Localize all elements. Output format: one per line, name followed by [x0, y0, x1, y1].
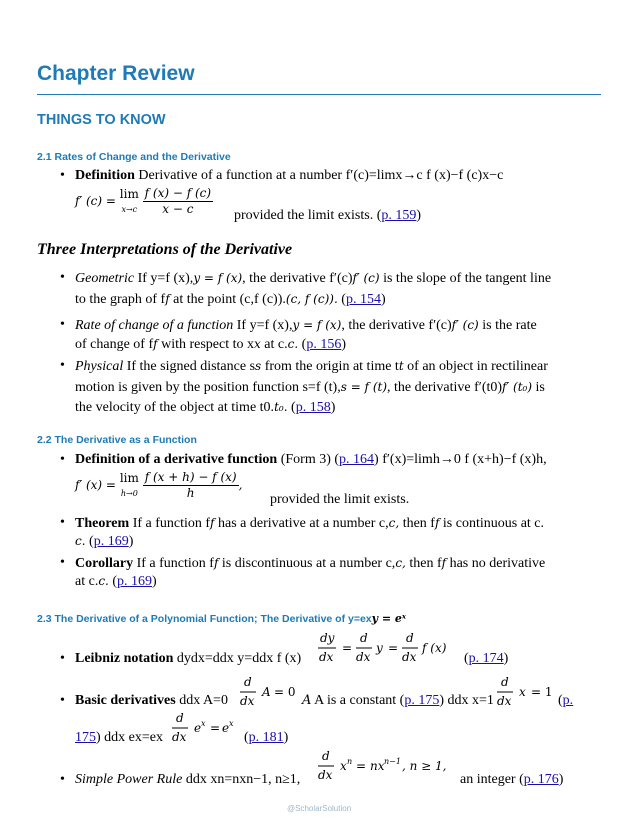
math: c. [287, 337, 299, 351]
svg-text:=: = [210, 721, 221, 735]
math: f [210, 516, 215, 530]
definition-proviso [234, 207, 421, 225]
text: ) ddx ex=ex [96, 730, 163, 745]
text: from the origin at time t [261, 359, 399, 374]
math: c. [98, 574, 109, 588]
rate-line-1 [75, 316, 537, 335]
math: f [153, 337, 158, 351]
page-link-181[interactable]: p. 181 [248, 730, 284, 745]
basic-derivatives-ref-start: (p. [558, 693, 574, 708]
text: has no derivative [446, 556, 546, 571]
math: s = f (t) [340, 380, 388, 394]
fraction [143, 470, 239, 501]
svg-text:d: d [501, 675, 509, 689]
svg-text:d: d [360, 631, 368, 645]
derivative-function-formula [75, 470, 242, 501]
text: is the slope of the tangent line [379, 271, 552, 286]
text: If a function f [129, 516, 211, 531]
bullet: • [60, 555, 65, 570]
definition-label: Definition of a derivative function [75, 452, 278, 467]
page-link-175-c[interactable]: 175 [75, 730, 96, 745]
text: If a function f [133, 556, 214, 571]
physical-line-1 [75, 357, 548, 376]
page-link-169[interactable]: p. 169 [93, 534, 129, 549]
definition-label: Definition [75, 168, 135, 183]
text: dydx=ddx y=ddx f (x) [173, 651, 302, 666]
rate-line-2: of change of ff with respect to xx at c.c. (p. 156) [75, 337, 347, 352]
math: y = eˣ [371, 612, 407, 625]
limit-subscript: h→0 [120, 488, 138, 498]
math: x [254, 337, 261, 351]
svg-text:dx: dx [356, 650, 371, 664]
paren-close: ) [558, 772, 564, 787]
svg-text:= 0: = 0 [274, 685, 296, 699]
text: is the rate [478, 318, 537, 333]
text: (Form 3) ( [277, 452, 340, 467]
limit-word: lim [119, 186, 139, 201]
power-rule-formula [318, 746, 456, 786]
svg-text:y: y [376, 641, 383, 655]
svg-text:dx: dx [497, 694, 512, 708]
page-link-156[interactable]: p. 156 [306, 337, 342, 352]
bullet: • [60, 168, 65, 183]
math: f [213, 556, 219, 570]
geometric-label: Geometric [75, 271, 135, 286]
svg-text:x: x [340, 759, 347, 773]
power-rule-line [75, 771, 300, 789]
svg-text:=: = [388, 641, 399, 655]
svg-text:n: n [347, 757, 353, 766]
derivative-of-exp-formula [172, 708, 242, 748]
svg-text:nx: nx [370, 759, 385, 773]
text: , the derivative f′(c) [242, 271, 353, 286]
text: ) ddx x=1 [439, 693, 494, 708]
text: ddx A=0 [175, 693, 228, 708]
derivative-of-x-formula [497, 672, 557, 712]
fraction-denominator: h [186, 486, 195, 500]
text: If y=f (x), [137, 271, 194, 286]
text: is [532, 380, 545, 395]
leibniz-label: Leibniz notation [75, 651, 174, 666]
fraction [143, 186, 213, 217]
svg-text:dx: dx [240, 694, 255, 708]
text: If the signed distance s [123, 359, 256, 374]
three-interpretations-heading: Three Interpretations of the Derivative [37, 241, 293, 258]
power-rule-condition: , n ≥ 1, [402, 759, 447, 773]
math: (c, f (c)). [285, 292, 338, 306]
text: then f [405, 556, 442, 571]
page-link-158[interactable]: p. 158 [295, 400, 331, 415]
text: the velocity of the object at time t0. [75, 400, 275, 415]
physical-line-2 [75, 378, 545, 397]
svg-text:x: x [229, 719, 234, 728]
formula-lhs: f′ (x) = [75, 478, 116, 492]
text: , the derivative f′(c) [341, 318, 452, 333]
page-link-159[interactable]: p. 159 [381, 208, 417, 223]
text: is discontinuous at a number c, [218, 556, 396, 571]
svg-text:x: x [519, 685, 526, 699]
basic-derivatives-line-2 [75, 729, 163, 747]
theorem-label: Theorem [75, 516, 130, 531]
svg-text:= 1: = 1 [531, 685, 553, 699]
theorem-line-2: c. (p. 169) [75, 534, 134, 549]
text: is continuous at c. [439, 516, 545, 531]
text: with respect to x [157, 337, 255, 352]
limit [120, 187, 139, 217]
math: f [441, 556, 447, 570]
page-link-169-b[interactable]: p. 169 [117, 574, 153, 589]
text: to the graph of f [75, 292, 166, 307]
physical-label: Physical [75, 359, 124, 374]
section-2-1-heading: 2.1 Rates of Change and the Derivative [37, 151, 231, 163]
text: at c. [75, 574, 99, 589]
math: t₀. [274, 400, 288, 414]
math: f [434, 516, 440, 530]
text: then f [399, 516, 435, 531]
bullet: • [60, 317, 65, 332]
power-rule-tail [460, 771, 563, 789]
paren-close: ) [416, 208, 422, 223]
corollary-line-2: at c.c. (p. 169) [75, 574, 157, 589]
text: has a derivative at a number c, [214, 516, 389, 531]
fraction-denominator: x − c [162, 202, 194, 216]
geometric-line-1 [75, 269, 551, 288]
section-2-3-heading [37, 612, 406, 625]
text: If y=f (x), [233, 318, 293, 333]
svg-text:dx: dx [319, 650, 334, 664]
corollary-line-1 [75, 554, 545, 573]
physical-line-3: the velocity of the object at time t0.t₀. (p. 158) [75, 400, 336, 415]
math: f′ (c) [451, 318, 479, 332]
bullet: • [60, 693, 65, 708]
math: t [398, 359, 404, 373]
text: an integer ( [460, 772, 524, 787]
leibniz-formula [318, 628, 458, 668]
svg-text:e: e [222, 721, 230, 735]
comma: , [238, 478, 243, 492]
svg-text:d: d [406, 631, 414, 645]
math: c, [388, 516, 400, 530]
bullet: • [60, 358, 65, 373]
svg-text:dx: dx [172, 730, 187, 744]
text: motion is given by the position function s=f (t), [75, 380, 341, 395]
svg-text:=: = [342, 641, 353, 655]
definition-line [75, 167, 503, 185]
bullet: • [60, 452, 65, 467]
watermark: @ScholarSolution [287, 804, 352, 813]
svg-text:d: d [244, 675, 252, 689]
page-link-154[interactable]: p. 154 [345, 292, 381, 307]
page-link-164[interactable]: p. 164 [339, 452, 375, 467]
basic-derivatives-constant: A A is a constant (p. 175) ddx x=1 [302, 693, 494, 708]
math: f′ (t₀) [502, 380, 533, 394]
svg-text:d: d [176, 711, 184, 725]
bullet: • [60, 651, 65, 666]
svg-text:dx: dx [402, 650, 417, 664]
power-rule-label: Simple Power Rule [75, 772, 183, 787]
heading-text: 2.3 The Derivative of a Polynomial Function; The Derivative of y=ex [37, 613, 372, 625]
svg-text:d: d [322, 749, 330, 763]
text: , the derivative f′(t0) [387, 380, 503, 395]
svg-text:n−1: n−1 [384, 757, 401, 766]
page-link-175[interactable]: p. 175 [404, 693, 440, 708]
math: f [165, 292, 170, 306]
derivative-of-constant-formula [240, 672, 302, 712]
math: y = f (x) [193, 271, 243, 285]
basic-derivatives-label: Basic derivatives [75, 693, 176, 708]
limit [120, 471, 139, 501]
math: f′ (c) [352, 271, 380, 285]
text: of change of f [75, 337, 154, 352]
derivative-function-line [75, 451, 547, 469]
geometric-line-2: to the graph of ff at the point (c,f (c)).(c, f (c)). (p. 154) [75, 292, 386, 307]
leibniz-line [75, 650, 301, 668]
bullet: • [60, 270, 65, 285]
svg-text:dx: dx [318, 768, 333, 782]
theorem-line-1 [75, 514, 544, 533]
page-link-174[interactable]: p. 174 [468, 651, 504, 666]
rate-label: Rate of change of a function [75, 318, 234, 333]
text: ) f′(x)=limh→0 f (x+h)−f (x)h, [374, 452, 547, 467]
math: c. [75, 534, 86, 548]
svg-text:A: A [262, 685, 271, 699]
svg-text:e: e [194, 721, 202, 735]
proviso-text: provided the limit exists. ( [234, 208, 382, 223]
chapter-rule [37, 94, 601, 95]
corollary-label: Corollary [75, 556, 134, 571]
limit-subscript: x→c [121, 204, 138, 214]
math: y = f (x) [292, 318, 342, 332]
math: s [255, 359, 262, 373]
text: A is a constant ( [314, 693, 405, 708]
formula-lhs: f′ (c) = [75, 194, 116, 208]
fraction-numerator: f (x + h) − f (x) [144, 470, 237, 484]
derivative-function-proviso: provided the limit exists. [270, 492, 410, 507]
chapter-title: Chapter Review [37, 62, 195, 85]
svg-text:x: x [201, 719, 206, 728]
svg-text:=: = [356, 759, 367, 773]
bullet: • [60, 772, 65, 787]
text: ddx xn=nxn−1, n≥1, [182, 772, 301, 787]
svg-text:dy: dy [320, 631, 335, 645]
text: at the point (c,f (c)). [169, 292, 286, 307]
bullet: • [60, 515, 65, 530]
page-link-175-b[interactable]: p. [562, 693, 574, 708]
definition-text: Derivative of a function at a number f′(c)=limx→c f (x)−f (c)x−c [138, 168, 504, 183]
svg-text:f (x): f (x) [422, 641, 447, 655]
math: c, [395, 556, 406, 570]
section-2-2-heading: 2.2 The Derivative as a Function [37, 434, 197, 446]
text: of an object in rectilinear [403, 359, 548, 374]
page-link-176[interactable]: p. 176 [523, 772, 559, 787]
leibniz-ref: (p. 174) [464, 651, 509, 666]
text: at c. [260, 337, 288, 352]
things-to-know-heading: THINGS TO KNOW [37, 112, 166, 128]
derivative-definition-formula [75, 186, 213, 217]
basic-derivatives-ref-181: (p. 181) [244, 730, 289, 745]
limit-word: lim [119, 470, 139, 485]
fraction-numerator: f (x) − f (c) [144, 186, 212, 200]
